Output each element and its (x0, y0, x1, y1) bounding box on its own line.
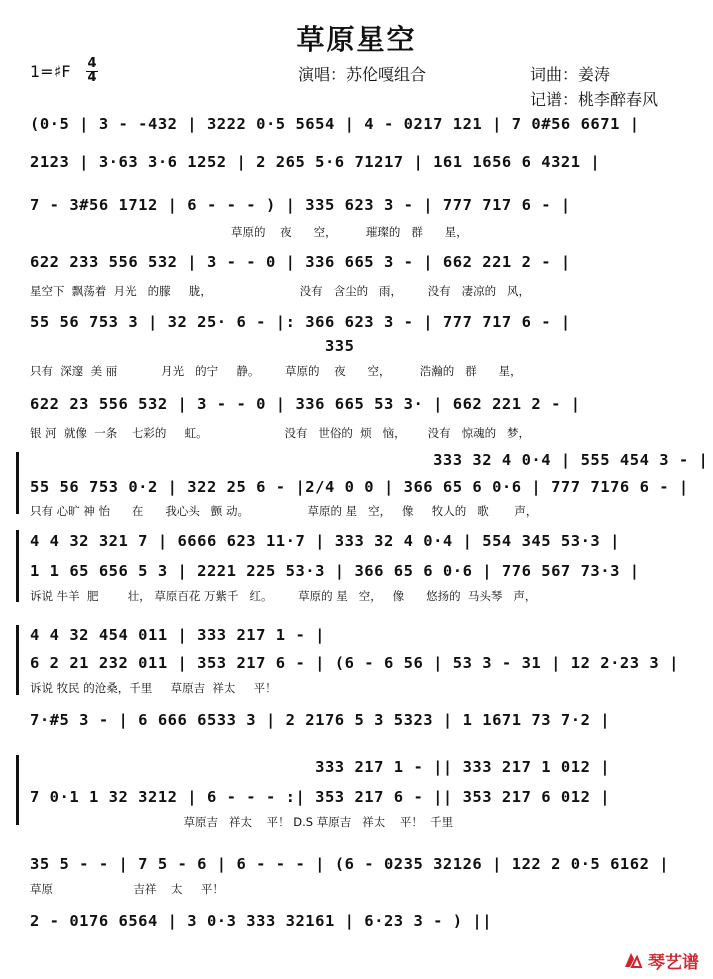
key-signature: 1=♯F (30, 62, 71, 81)
lyric-line: 诉说 牧民 的沧桑，千里 草原吉 祥太 平！ (30, 681, 277, 695)
score-row (30, 912, 680, 942)
score-row (30, 451, 709, 518)
score-row (30, 395, 680, 439)
notes-line: 622 23 556 532 | 3 - - 0 | 336 665 53 3· | 662 221 2 - | (30, 395, 581, 413)
time-signature: 4 4 (87, 56, 97, 85)
notes-line: 55 56 753 0·2 | 322 25 6 - |2/4 0 0 | 366 65 6 0·6 | 777 7176 6 - | (30, 478, 689, 496)
lyric-line: 草原 吉祥 太 平！ (30, 882, 224, 896)
song-title: 草原星空 (296, 23, 417, 56)
brand-icon (622, 949, 644, 971)
notes-line: 2123 | 3·63 3·6 1252 | 2 265 5·6 71217 | 161 1656 6 4321 | (30, 153, 601, 171)
notes-line: 7·#5 3 - | 6 666 6533 3 | 2 2176 5 3 5323 | 1 1671 73 7·2 | (30, 711, 611, 729)
system-bracket (16, 530, 19, 602)
notes-line: 7 0·1 1 32 3212 | 6 - - - :| 353 217 6 - || 353 217 6 012 | (30, 788, 611, 806)
composer-credit: 词曲：姜涛 (530, 65, 611, 84)
score-row (30, 313, 680, 377)
score-row (30, 153, 680, 183)
system-bracket (16, 452, 19, 514)
notes-line: 7 - 3#56 1712 | 6 - - - ) | 335 623 3 - | 777 717 6 - | (30, 196, 571, 214)
score-row (30, 532, 680, 602)
score-row (30, 196, 680, 240)
harmony-line: 4 4 32 321 7 | 6666 623 11·7 | 333 32 4 0·4 | 554 345 53·3 | (30, 532, 620, 550)
singer-credit: 演唱：苏伦嘎组合 (298, 65, 427, 84)
lyric-line: 银 河 就像 一条 七彩的 虹。 没有 世俗的 烦 恼， 没有 惊魂的 梦， (30, 426, 531, 440)
score-row (30, 115, 680, 145)
notes-line: 1 1 65 656 5 3 | 2221 225 53·3 | 366 65 6 0·6 | 776 567 73·3 | (30, 562, 640, 580)
score-row (30, 758, 680, 830)
notes-line: 2 - 0176 6564 | 3 0·3 333 32161 | 6·23 3 - ) || (30, 912, 493, 930)
system-bracket (16, 625, 19, 695)
notes-line: (0·5 | 3 - -432 | 3222 0·5 5654 | 4 - 0217 121 | 7 0#56 6671 | (30, 115, 640, 133)
harmony-line: 4 4 32 454 011 | 333 217 1 - | (30, 626, 325, 644)
score-row (30, 855, 680, 899)
harmony-line: 333 217 1 - || 333 217 1 012 | (30, 758, 611, 776)
score-row (30, 711, 680, 741)
lyric-line: 星空下 飘荡着 月光 的朦 胧， 没有 含尘的 雨， 没有 凄凉的 风， (30, 284, 531, 298)
notes-line: 35 5 - - | 7 5 - 6 | 6 - - - | (6 - 0235 32126 | 122 2 0·5 6162 | (30, 855, 670, 873)
notes-line: 55 56 753 3 | 32 25· 6 - |: 366 623 3 - | 777 717 6 - | (30, 313, 571, 331)
score-row (30, 626, 680, 696)
lyric-line: 草原吉 祥太 平！ D.S 草原吉 祥太 平！ 千里 (30, 815, 454, 829)
system-bracket (16, 755, 19, 825)
lyric-line: 草原的 夜 空， 璀璨的 群 星， (30, 225, 468, 239)
harmony-line: 333 32 4 0·4 | 555 454 3 - | (30, 451, 709, 469)
notes-line: 6 2 21 232 011 | 353 217 6 - | (6 - 6 56 | 53 3 - 31 | 12 2·23 3 | (30, 654, 679, 672)
lyric-line: 只有 心旷 神 怡 在 我心头 颤 动。 草原的 星 空， 像 牧人的 歌 声， (30, 504, 538, 518)
notes-line: 622 233 556 532 | 3 - - 0 | 336 665 3 - | 662 221 2 - | (30, 253, 571, 271)
harmony-line: 335 (30, 337, 355, 355)
score-row (30, 253, 680, 297)
lyric-line: 诉说 牛羊 肥 壮， 草原百花 万紫千 红。 草原的 星 空， 像 悠扬的 马头琴 声， (30, 589, 537, 603)
brand-name: 琴艺谱 (648, 952, 699, 973)
arranger-credit: 记谱：桃李醉春风 (530, 90, 659, 109)
brand-logo (622, 947, 699, 973)
lyric-line: 只有 深邃 美 丽 月光 的宁 静。 草原的 夜 空， 浩瀚的 群 星， (30, 364, 522, 378)
